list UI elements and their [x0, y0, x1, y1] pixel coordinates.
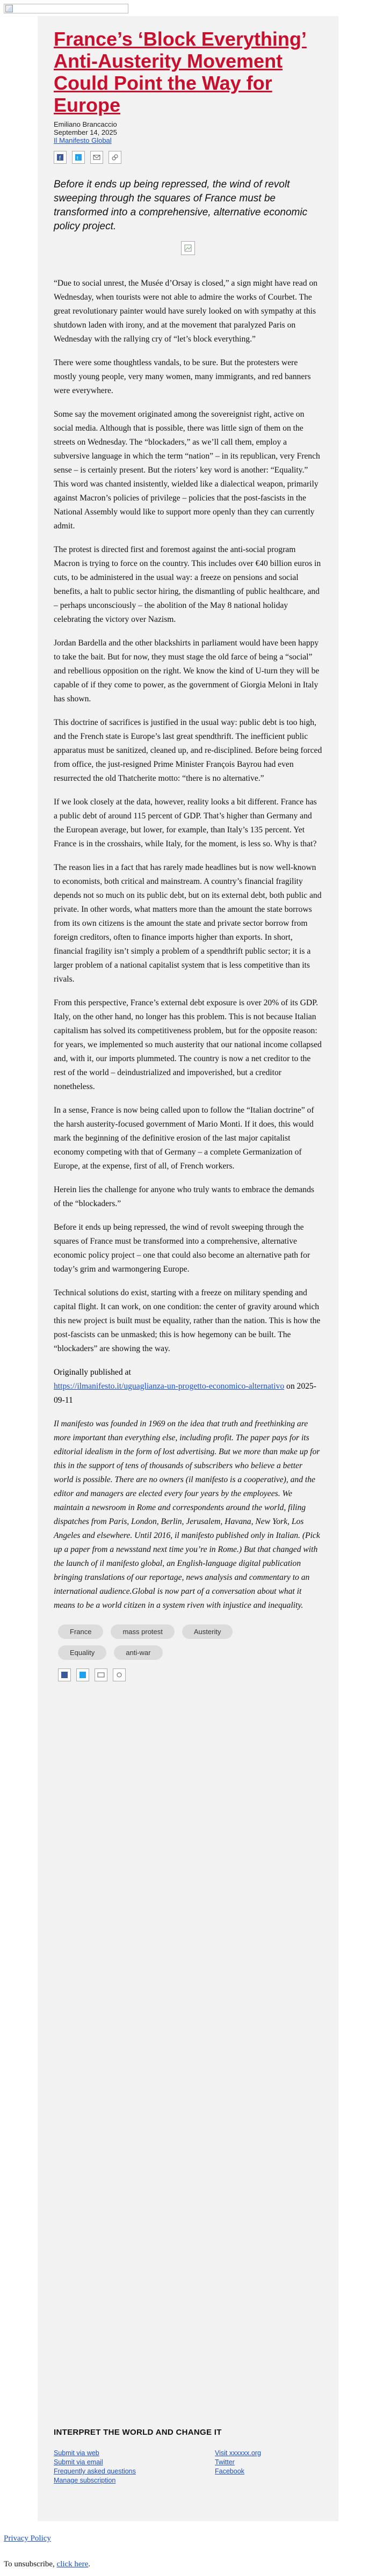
paragraph: There were some thoughtless vandals, to be sure. But the protesters were mostly young people, very many women, many immigrants, and red banners were everywhere. [54, 358, 311, 395]
manage-subscription-link[interactable]: Manage subscription [54, 2477, 116, 2484]
paragraph: If we look closely at the data, however, reality looks a bit different. France has a public debt of around 115 percent of GDP. That’s higher than Germany and the European average, but lower, for example, than Italy’s 135 percent. Yet France is in the crosshairs, while Italy, for the moment, is less so. Why is that? [54, 797, 317, 848]
original-publication [54, 1366, 322, 1407]
article-body [54, 277, 322, 1356]
tag-chip[interactable]: mass protest [111, 1624, 174, 1639]
share-bar-bottom [54, 1668, 322, 1681]
footer-links-left [54, 2449, 136, 2485]
paragraph: From this perspective, France’s external debt exposure is over 20% of its GDP. Italy, on the other hand, no longer has this problem. This is not because Italian capitalism has solved its competitiveness problem, but for the opposite reason: for years, we implemented so much austerity that our national income collapsed and, with it, our imports plummeted. The country is now a net creditor to the rest of the world – deindustrialized and impoverished, but a creditor nonetheless. [54, 998, 322, 1091]
article-card [38, 16, 338, 2521]
facebook-link[interactable]: Facebook [215, 2468, 244, 2475]
header-image-placeholder [4, 4, 128, 13]
faq-link[interactable]: Frequently asked questions [54, 2468, 136, 2475]
share-bar [54, 151, 322, 164]
hero-image-icon [181, 241, 195, 255]
tag-chip[interactable]: Austerity [182, 1624, 233, 1639]
paragraph: Jordan Bardella and the other blackshirts in parliament would have been happy to take the bait. But for now, they must stage the old farce of being a “social” and rebellious opposition on the right. We know the kind of U-turn they will be capable of if they come to power, as the government of Giorgia Meloni in Italy has shown. [54, 638, 320, 703]
submit-via-web-link[interactable]: Submit via web [54, 2449, 99, 2457]
unsubscribe-suffix: . [88, 2560, 90, 2568]
link-icon[interactable] [113, 1668, 126, 1681]
facebook-icon[interactable] [54, 151, 67, 164]
original-url-link[interactable]: https://ilmanifesto.it/uguaglianza-un-progetto-economico-alternativo [54, 1382, 285, 1391]
about-il-manifesto: Il manifesto was founded in 1969 on the idea that truth and freethinking are more important than everything else, including profit. The paper pays for its editorial idealism in the form of lost advertising. But we more than make up for this in the support of tens of thousands of subscribers who believe a better world is possible. There are no owners (il manifesto is a cooperative), and the editor and managers are elected every four years by the employees. We maintain a newsroom in Rome and correspondents around the world, filing dispatches from Paris, London, Berlin, Jerusalem, Havana, New York, Los Angeles and elsewhere. Until 2016, il manifesto published only in Italian. (Pick up a paper from a newsstand next time you’re in Rome.) But that changed with the launch of il manifesto global, an English-language digital publication bringing translations of our reportage, news analysis and commentary to an international audience.Global is now part of a conversation about what it means to be a world citizen in a system riven with injustice and inequality. [54, 1419, 320, 1610]
footer-section-title: INTERPRET THE WORLD AND CHANGE IT [54, 2428, 222, 2437]
twitter-icon[interactable] [72, 151, 85, 164]
paragraph: In a sense, France is now being called upon to follow the “Italian doctrine” of the harsh austerity-focused government of Mario Monti. If it does, this would mark the beginning of the definitive erosion of the last major capitalist economy competing with that of Germany – a complete Germanization of Europe, at the expense, first of all, of French workers. [54, 1106, 314, 1171]
paragraph: Herein lies the challenge for anyone who truly wants to embrace the demands of the “blockaders.” [54, 1185, 314, 1208]
facebook-icon[interactable] [58, 1668, 71, 1681]
privacy-policy-link[interactable]: Privacy Policy [4, 2534, 51, 2543]
broken-image-icon [5, 5, 13, 12]
svg-text:f: f [59, 155, 61, 161]
article-lead: Before it ends up being repressed, the wind of revolt sweeping through the squares of France must be transformed into a comprehensive, alternative economic policy project. [54, 179, 308, 232]
originally-label: Originally published at [54, 1368, 131, 1377]
unsubscribe-link[interactable]: click here [56, 2560, 89, 2568]
tag-chip[interactable]: France [58, 1624, 103, 1639]
twitter-link[interactable]: Twitter [215, 2458, 235, 2466]
original-date: 2025-09-11 [54, 1382, 316, 1405]
article-title[interactable]: France’s ‘Block Everything’ Anti-Austerity Movement Could Point the Way for Europe [54, 28, 307, 116]
visit-site-link[interactable]: Visit xxxxxx.org [215, 2449, 261, 2457]
publication-link[interactable]: Il Manifesto Global [54, 136, 112, 144]
paragraph: Before it ends up being repressed, the wind of revolt sweeping through the squares of France must be transformed into a comprehensive, alternative economic policy project – one that could also become an alternative path for today’s grim and warmongering Europe. [54, 1223, 310, 1274]
original-date-prefix: on [284, 1382, 297, 1391]
article-meta [54, 120, 322, 144]
author: Emiliano Brancaccio [54, 120, 117, 128]
submit-via-email-link[interactable]: Submit via email [54, 2458, 103, 2466]
unsubscribe-line [4, 2560, 90, 2569]
unsubscribe-prefix: To unsubscribe, [4, 2560, 57, 2568]
email-icon[interactable] [95, 1668, 107, 1681]
paragraph: “Due to social unrest, the Musée d’Orsay is closed,” a sign might have read on Wednesday, when tourists were not able to admire the works of Courbet. The great revolutionary painter would have surely looked on with sympathy at this shutdown laden with irony, and at the movement that paralyzed Paris on Wednesday with the rallying cry of “let’s block everything.” [54, 279, 318, 344]
email-icon[interactable] [90, 151, 103, 164]
tag-chip[interactable]: Equality [58, 1645, 106, 1660]
tag-list [54, 1624, 235, 1660]
paragraph: Some say the movement originated among the sovereignist right, active on social media. Although that is possible, there was little sign of them on the streets on Wednesday. The “blockaders,” as we’ll call them, employ a subversive language in which the term “nation” – in its republican, very French sense – is certainly present. But the rioters’ key word is another: “Equality.” This word was chanted insistently, wielded like a dialectical weapon, primarily against Macron’s policies of privilege – policies that the post-fascists in the National Assembly would like to support more openly than they can currently admit. [54, 410, 320, 531]
paragraph: The protest is directed first and foremost against the anti-social program Macron is trying to force on the country. This includes over €40 billion euros in cuts, to be administered in the usual way: a freeze on pensions and social benefits, a halt to public sector hiring, the dismantling of public healthcare, and – perhaps unconsciously – the abolition of the May 8 national holiday celebrating the victory over Nazism. [54, 545, 321, 624]
link-icon[interactable] [109, 151, 121, 164]
footer-links-right [215, 2449, 261, 2476]
paragraph: This doctrine of sacrifices is justified in the usual way: public debt is too high, and the French state is Europe’s last great spendthrift. The inefficient public apparatus must be sanitized, cleaned up, and re-disciplined. Before being forced from office, the just-resigned Prime Minister François Bayrou had even resurrected the old Thatcherite motto: “there is no alternative.” [54, 718, 322, 783]
publish-date: September 14, 2025 [54, 128, 117, 136]
tag-chip[interactable]: anti-war [114, 1645, 162, 1660]
svg-text:t: t [77, 155, 78, 161]
twitter-icon[interactable] [76, 1668, 89, 1681]
paragraph: The reason lies in a fact that has rarely made headlines but is now well-known to economists, both critical and mainstream. A country’s financial fragility depends not so much on its public debt, but on its external debt, both public and private. In other words, what matters more than the amount the state borrows from its own citizens is the amount the state and private sector borrow from foreign creditors, often to finance imports higher than exports. In short, financial fragility isn’t simply a problem of a spendthrift public sector; it is a larger problem of a national capitalist system that is less competitive than its rivals. [54, 863, 322, 984]
paragraph: Technical solutions do exist, starting with a freeze on military spending and capital flight. It can work, on one condition: the center of gravity around which this new project is built must be equality, rather than the nation. This is how the post-fascists can be unmasked; this is how hegemony can be built. The “blockaders” are showing the way. [54, 1288, 321, 1353]
